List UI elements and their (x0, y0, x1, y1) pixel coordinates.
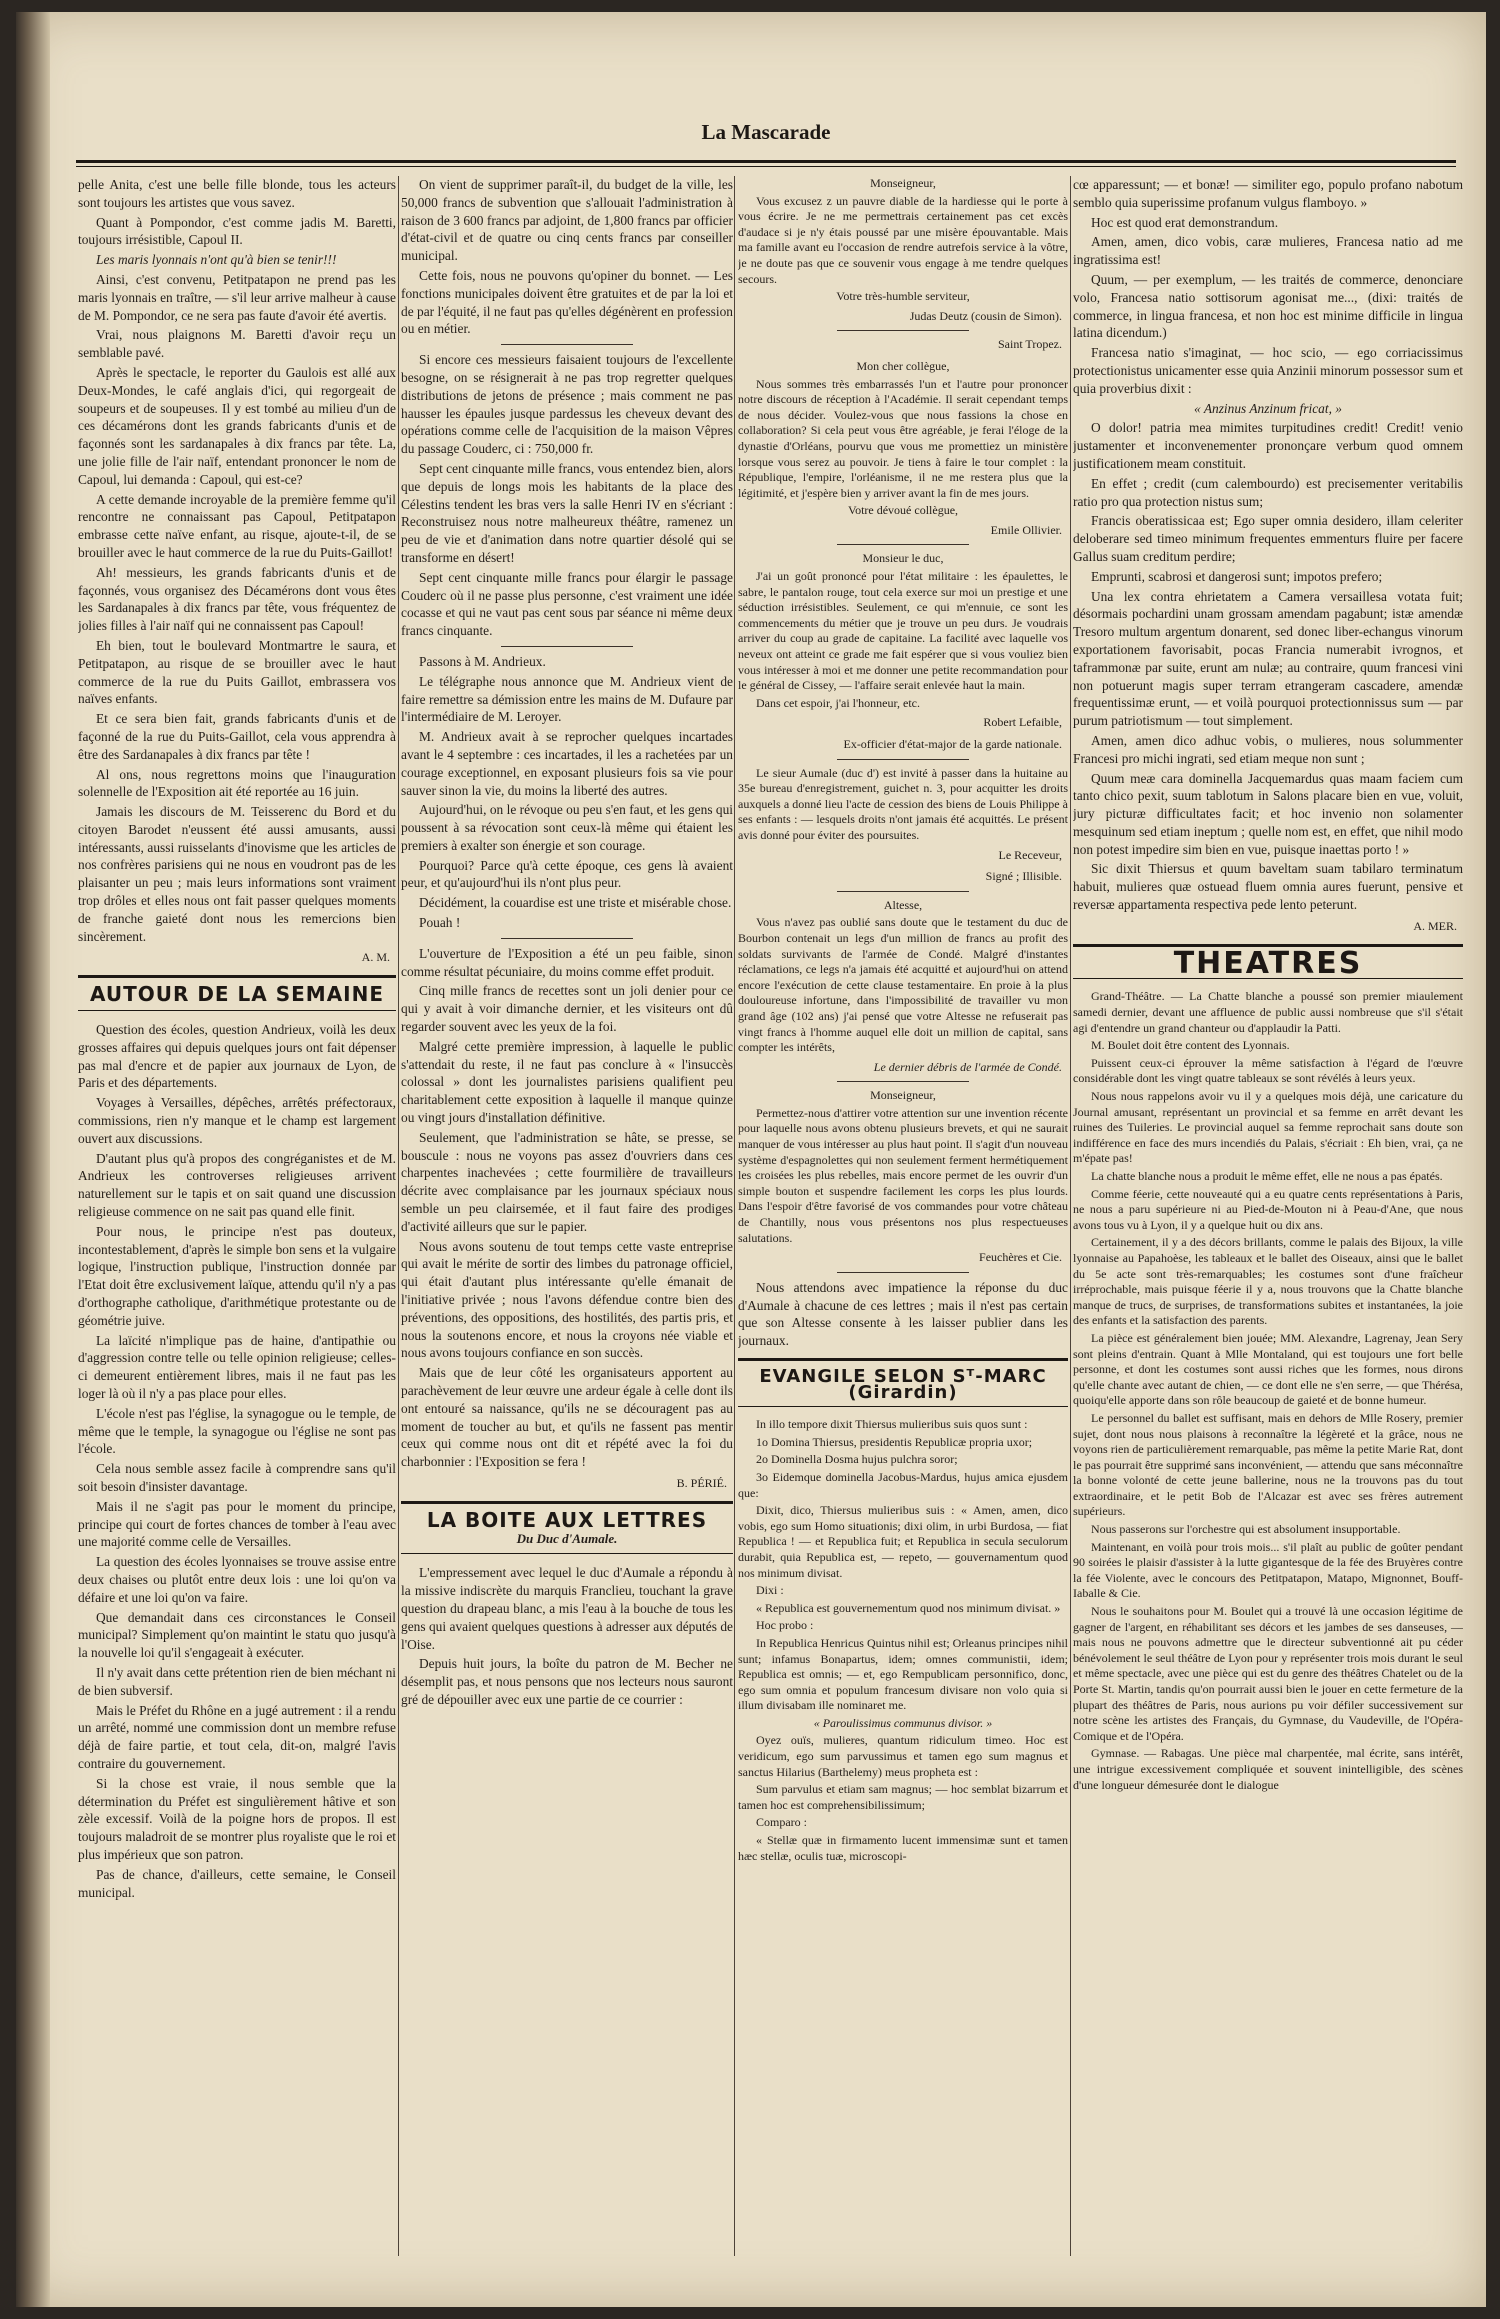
paragraph: La chatte blanche nous a produit le même effet, elle ne nous a pas épatés. (1091, 1169, 1443, 1183)
paragraph: Après le spectacle, le reporter du Gaulois est allé aux Deux-Mondes, le café anglais d'ici, qui regorgeait de soupeurs et de soupeuses. Il y est tombé au milieu d'un de ces décamérons dont les grands fabricants d'unis et de façonnés sont les sardanapales à dix francs par tête. La, une jolie fille de l'air naïf, entendant prononcer le nom de Capoul, lui demanda : Capoul, qui est-ce? (78, 364, 396, 487)
paragraph: Pas de chance, d'ailleurs, cette semaine, le Conseil municipal. (78, 1866, 396, 1900)
paragraph: Al ons, nous regrettons moins que l'inauguration solennelle de l'Exposition ait été reportée au 16 juin. (78, 766, 396, 800)
paragraph: Le télégraphe nous annonce que M. Andrieux vient de faire remettre sa démission entre les mains de M. Dufaure par l'intermédiaire de M. Leroyer. (401, 673, 733, 725)
paragraph: Jamais les discours de M. Teisserenc du Bord et du citoyen Barodet n'eussent été aussi amusants, aussi intéressants, aussi ruisselants d'inovisme que les articles de nos confrères parisiens qui ne nous en voudront pas de les plaisanter un peu ; mais leurs informations sont vraiment trop drôles et elles nous ont fait passer quelques moments de franche gaieté dont nous les remercions bien sincèrement. (78, 804, 396, 944)
section-header (1073, 944, 1463, 980)
paragraph: In illo tempore dixit Thiersus mulieribus suis quos sunt : (756, 1417, 1028, 1432)
paragraph: Et ce sera bien fait, grands fabricants d'unis et de façonné de la rue du Puits-Gaillot, cela vous apprendra à être des Sardanapales à dix francs par tête ! (78, 711, 396, 762)
paragraph: A cette demande incroyable de la première femme qu'il rencontre ne connaissant pas Capoul, Petitpatapon embrasse cette naïve enfant, au risque, ajoute-t-il, de se brouiller avec le haut commerce de la rue du Puits-Gaillot! (78, 491, 396, 560)
paragraph: 1o Domina Thiersus, presidentis Republicæ propria uxor; (756, 1434, 1033, 1449)
paragraph: Quum, — per exemplum, — les traités de commerce, denonciare volo, Francesa natio sottisorum agonisat me..., (dixi: traités de commerce, in lingua francesa, et non hoc est minime difficile in lingua latina dicendum.) (1073, 271, 1463, 341)
paragraph: Amen, amen, dico vobis, caræ mulieres, Francesa natio ad me ingratissima est! (1073, 234, 1463, 268)
paragraph: « Paroulissimus communus divisor. » (813, 1715, 993, 1730)
paragraph: Gymnase. — Rabagas. Une pièce mal charpentée, mal écrite, sans intérêt, une intrigue excessivement compliquée et souvent inintelligible, des scènes d'une longueur démesurée dont le dialogue (1073, 1746, 1463, 1792)
paragraph: Depuis huit jours, la boîte du patron de M. Becher ne désemplit pas, et nous pensons que nos lecteurs nous sauront gré de dépouiller avec eux une partie de ce courrier : (401, 1656, 733, 1707)
theatre-review (1073, 989, 1463, 1793)
section-headline: LA BOITE AUX LETTRES (426, 1507, 708, 1532)
paragraph: In Republica Henricus Quintus nihil est; Orleanus principes nihil sunt; infamus Bonapartus, idem; omnes communistii, idem; Republica est omnis; — et, ego Rempublicam personnifico, donc, ego sum omnia et populum francesum divisare non volo quia si illum divisabam ille nominaret me. (738, 1635, 1068, 1713)
paragraph: La pièce est généralement bien jouée; MM. Alexandre, Lagrenay, Jean Sery sont pleins d'entrain. Quant à Mlle Montaland, qui est toujours une fort belle personne, et dont les costumes sont aussi riches que les formes, nous dirons qu'elle chante avec autant de chien, — ce dont elle ne s'en serre, — que Thérésa, quoiqu'elle apporte dans son rôle beaucoup de gaieté et de bonne humeur. (1073, 1330, 1463, 1408)
paragraph: 2o Dominella Dosma hujus pulchra soror; (756, 1452, 958, 1467)
letter-body: Nous sommes très embarrassés l'un et l'autre pour prononcer notre discours de réception à l'Académie. Il serait cependant temps de nous décider. Voulez-vous que nous fassions la chose en collaboration? Si cela peut vous être agréable, je ferai l'éloge de la dynastie d'Orléans, pourvu que vous me promettiez un ministère lorsque vous serez au pouvoir. Je tiens à faire le tour complet : la République, l'empire, l'orléanisme, il ne me restera plus que la légitimité, et j'espère bien y arriver avant la fin de mes jours. (738, 376, 1068, 500)
paragraph: Cette fois, nous ne pouvons qu'opiner du bonnet. — Les fonctions municipales doivent être gratuites et de par la loi et de par l'équité, il ne faut pas qu'elles dégénèrent en profession ou en métier. (401, 267, 733, 337)
paragraph: Quum meæ cara dominella Jacquemardus quas maam faciem cum tanto chico pexit, suum tablotum in Salons placare bien en vue, voluit, jury picturæ difficultates facit; et hoc invenio non solamenter mesquinum sed etiam ineptum ; quelle nom est, en effet, que nihil modo non potest impedire sim bien en vue, puisque inaettas porto ! » (1073, 770, 1463, 857)
paragraph: Nous avons soutenu de tout temps cette vaste entreprise qui avait le mérite de sortir des limbes du patronage officiel, qui était d'autant plus intéressante qu'elle émanait de l'initiative privée ; nous l'avons défendue contre bien des préventions, des oppositions, des hostilités, des partis pris, et nous la soutenons encore, et nous la croyons née viable et nous avons toujours confiance en son succès. (401, 1238, 733, 1361)
newspaper-page (16, 12, 1486, 2307)
section-headline: EVANGILE SELON Sᵀ-MARC (Girardin) (759, 1366, 1047, 1403)
column-4 (1073, 176, 1463, 2256)
paragraph: Hoc probo : (756, 1618, 814, 1633)
paragraph: Pour nous, le principe n'est pas douteux, incontestablement, d'après le simple bon sens et la vulgaire logique, l'instruction publique, l'instruction donnée par l'Etat doit être exclusivement laïque, attendu qu'il n'y a pas d'orthographe catholique, d'arithmétique protestante ou de géométrie juive. (78, 1223, 396, 1328)
paragraph: M. Boulet doit être content des Lyonnais. (1091, 1038, 1290, 1053)
paragraph: Emprunti, scabrosi et dangerosi sunt; impotos prefero; (1091, 568, 1383, 584)
paragraph: Le personnel du ballet est suffisant, mais en dehors de Mlle Rosery, premier sujet, dont nous nous plaisons à reconnaître la légèreté et la grâce, nous ne voyons rien de particulièrement remarquable, pas même la petite Marie Rat, dont le pas pourrait être supprimé sans inconvénient, — attendu que sans méconnaître la bonne volonté de cette jeune ballerine, nous ne la trouvons pas du tout extraordinaire, et le petit Bob de l'Alcazar est avec ses frères autrement supérieurs. (1073, 1410, 1463, 1519)
paragraph: Mais il ne s'agit pas pour le moment du principe, principe qui court de fortes chances de tomber à l'eau avec une majorité comme celle de Versailles. (78, 1498, 396, 1550)
paragraph: O dolor! patria mea mimites turpitudines credit! Credit! venio justamenter et inconvenementer prononçare verbum quod omnem justificationem meam constituit. (1073, 420, 1463, 471)
column-3 (738, 176, 1068, 2256)
separator (837, 891, 969, 892)
letter-salutation: Mon cher collègue, (856, 358, 950, 373)
section-header (738, 1358, 1068, 1407)
header-rule-thin (76, 166, 1456, 167)
paragraph: Malgré cette première impression, à laquelle le public s'attendait du reste, il ne faut pas conclure à « l'insuccès colossal » dont les journalistes parisiens qualifient peu charitablement cette exposition à laquelle il manque quinze ou vingt jours d'installation définitive. (401, 1038, 733, 1126)
paragraph: Mais le Préfet du Rhône en a jugé autrement : il a rendu un arrêté, nommé une commission dont un membre refuse déjà de faire partie, et tout cela, dit-on, malgré l'avis contraire du gouvernement. (78, 1702, 396, 1771)
column-2 (401, 176, 733, 2256)
paragraph: Seulement, que l'administration se hâte, se presse, se bouscule : nous ne voyons pas assez d'ouvriers dans ces charpentes inachevées ; cette fourmilière de travailleurs décrite avec complaisance par les journaux spéciaux nous semble un peu clairsemée, et il faut faire des prodiges d'activité ailleurs que sur le papier. (401, 1129, 733, 1234)
paragraph: La laïcité n'implique pas de haine, d'antipathie ou d'aggression contre telle ou telle opinion religieuse; celles-ci demeurent entièrement libres, mais il ne faut pas les loger là où il n'y a pas place pour elles. (78, 1332, 396, 1401)
paragraph: Puissent ceux-ci éprouver la même satisfaction à l'égard de l'œuvre considérable dont les vingt quatre tableaux se sont révélés à leurs yeux. (1073, 1055, 1463, 1086)
section-headline: AUTOUR DE LA SEMAINE (89, 982, 385, 1007)
paragraph: Comme féerie, cette nouveauté qui a eu quatre cents représentations à Paris, ne nous a paru supérieure ni au Pied-de-Mouton ni à Peau-d'Ane, que nous avons tous vu à Lyon, il y a quelque huit ou dix ans. (1073, 1186, 1463, 1232)
paragraph: Ah! messieurs, les grands fabricants d'unis et de façonnés, vous organisez des Décamérons dont vous êtes les Sardanapales à dix francs par tête, vous fréquentez de jolies filles à l'air naïf qui ne connaissent pas Capoul! (78, 564, 396, 634)
paragraph: Sic dixit Thiersus et quum baveltam suam tabilaro terminatum habuit, mulieres quæ ostuead fluem omnia aures fuerunt, pensive et reversæ appartamenta respectiva pede lento peterunt. (1073, 861, 1463, 913)
paragraph: Comparo : (756, 1815, 807, 1830)
paragraph: Certainement, il y a des décors brillants, comme le palais des Bijoux, la ville lyonnaise au Papahoèse, les tableaux et le ballet des Oiseaux, ainsi que le ballet du 5e acte sont très-remarquables; les costumes sont d'une fraîcheur irréprochable, mais puisque féerie il y a, nous trouvons que la Chatte blanche manque de trucs, de surprises, de transformations subites et instantanées, la joie des enfants et la satisfaction des parents. (1073, 1235, 1463, 1328)
section-headline: THEATRES (1173, 945, 1363, 981)
paragraph: « Republica est gouvernementum quod nos minimum divisat. » (756, 1600, 1061, 1615)
paragraph: Il n'y avait dans cette prétention rien de bien méchant ni de bien subversif. (78, 1664, 396, 1698)
paragraph: Sum parvulus et etiam sam magnus; — hoc semblat bizarrum et tamen hoc est comprehensibilissimum; (738, 1782, 1068, 1812)
paragraph: Oyez ouïs, mulieres, quantum ridiculum timeo. Hoc est veridicum, ego sum parvussimus et tamen ego sum magnus et sanctus Hilarius (Barthelemy) meus propheta est : (738, 1733, 1068, 1779)
letter-body: J'ai un goût prononcé pour l'état militaire : les épaulettes, le sabre, le pantalon rouge, tout cela exerce sur moi un prestige et une séduction irrésistibles. Seulement, ce qui m'ennuie, ce sont les commencements du métier que je trouve un peu durs. Je voudrais arriver du coup au grade de capitaine. La facilité avec laquelle vos neveux ont atteint ce grade me fait espérer que si vous vouliez bien vous intéresser à moi et me donner une petite recommandation pour le général de Cissey, — l'affaire serait enlevée haut la main. (738, 569, 1068, 693)
separator (501, 938, 634, 939)
paragraph: L'empressement avec lequel le duc d'Aumale a répondu à la missive indiscrète du marquis Franclieu, touchant la grave question du drapeau blanc, a mis l'eau à la bouche de tous les gens qui avaient quelques questions à adresser aux députés de l'Oise. (401, 1565, 733, 1652)
paragraph: Vrai, nous plaignons M. Baretti d'avoir reçu un semblable pavé. (78, 327, 396, 361)
paragraph: Ainsi, c'est convenu, Petitpatapon ne prend pas les maris lyonnais en traître, — s'il leur arrive malheur à cause de M. Pompondor, ce ne sera pas faute d'avoir été avertis. (78, 271, 396, 323)
paragraph: Si encore ces messieurs faisaient toujours de l'excellente besogne, on se résignerait à ne pas trop regretter quelques distributions de jetons de présence ; mais comment ne pas hausser les épaules jusque pardessus les cheveux devant des opérations comme celle de l'acquisition de la maison Vêpres du passage Couderc, ci : 750,000 fr. (401, 352, 733, 457)
paragraph: Nous nous rappelons avoir vu il y a quelques mois déjà, une caricature du Journal amusant, représentant un provincial et sa femme en arrêt devant les ruines des Tuileries. Le provincial auquel sa femme reprochait sans doute son indifférence en face des murs incendiés du Palais, s'écriait : Eh bien, vrai, ça ne m'épate pas! (1073, 1089, 1463, 1166)
paragraph: Cinq mille francs de recettes sont un joli denier pour ce qui y avait à voir dimanche dernier, et les visiteurs ont dû regarder souvent avec les yeux de la foi. (401, 983, 733, 1035)
paragraph: Hoc est quod erat demonstrandum. (1091, 214, 1279, 230)
paragraph: « Stellæ quæ in firmamento lucent immensimæ sunt et tamen hæc stellæ, oculis tuæ, microscopi- (738, 1833, 1068, 1863)
paragraph: Que demandait dans ces circonstances le Conseil municipal? Simplement qu'on maintint le statu quo jusqu'à la nouvelle loi qu'il s'engageait à exécuter. (78, 1609, 396, 1661)
letter-closing: Votre dévoué collègue, (847, 503, 959, 518)
letter-salutation: Monseigneur, (870, 1088, 936, 1103)
header-rule (76, 160, 1456, 163)
separator (501, 646, 634, 647)
letter-signature: Feuchères et Cie. (979, 1250, 1062, 1265)
paragraph: Mais que de leur côté les organisateurs apportent au parachèvement de leur œuvre une ardeur égale à celle dont ils ont entouré sa naissance, qu'ils ne se découragent pas au moment de toucher au but, et qu'ils ne fassent pas mentir ceux qui comme nous ont dit et répété avec la foi du charbonnier : l'Exposition se fera ! (401, 1365, 733, 1470)
paragraph: La question des écoles lyonnaises se trouve assise entre deux chaises ou plutôt entre deux lois : une loi qu'on va défaire et une loi qu'on va faire. (78, 1554, 396, 1605)
paragraph: Pouah ! (419, 915, 461, 931)
letter-closing: Dans cet espoir, j'ai l'honneur, etc. (756, 695, 920, 710)
letter-signature: Le dernier débris de l'armée de Condé. (873, 1059, 1062, 1074)
column-divider (398, 176, 399, 2256)
letter-signature: Emile Ollivier. (990, 522, 1062, 537)
paragraph: Cela nous semble assez facile à comprendre sans qu'il soit besoin d'insister davantage. (78, 1461, 396, 1494)
paragraph: Francesa natio s'imaginat, — hoc scio, — ego corriacissimus protectionistus unicamenter esse quia Anzinii minorum possessor sum et quia proverbius dixit : (1073, 345, 1463, 396)
separator (501, 344, 634, 345)
paragraph: Amen, amen dico adhuc vobis, o mulieres, nous solummenter Francesi pro michi ingrati, sed etiam meque non sunt ; (1073, 732, 1463, 766)
paragraph: L'ouverture de l'Exposition a été un peu faible, sinon comme résultat pécuniaire, du moins comme effet produit. (401, 945, 733, 979)
separator (837, 1272, 969, 1273)
paragraph: Una lex contra ehrietatem a Camera versaillesa votata fuit; désormais pochardini unam grossam amendam pagabunt; istæ amendæ Tresoro multum argentum donarent, sed donec liber-echangus vinorum exportationem favorisabit, pocas Francia numerabit ivrognos, et taframmonæ par suite, erunt am nulæ; au contraire, quum francesi vini non potuerunt magis super terram etrangeram cascadere, amendæ frequentissimæ erunt, — et voilà pourquoi protectionnissus sum — par purum patriotismum — tout simplement. (1073, 588, 1463, 729)
letter-body: Vous n'avez pas oublié sans doute que le testament du duc de Bourbon contenait un legs d'un million de francs au profit des soldats survivants de l'armée de Condé. Malgré d'instantes réclamations, ce legs n'a jamais été acquitté et aujourd'hui on attend encore l'exécution de cette clause testamentaire. En proie à la plus douloureuse infortune, dans l'impossibilité de travailler vu mon grand âge (102 ans) j'ai pensé que votre Altesse ne refuserait pas vingt francs à l'homme auquel elle doit un million de capital, sans compter les intérêts, (738, 915, 1068, 1055)
paragraph: Pourquoi? Parce qu'à cette époque, ces gens là avaient peur, et qu'aujourd'hui ils n'ont plus peur. (401, 857, 733, 891)
paragraph: Les maris lyonnais n'ont qu'à bien se tenir!!! (96, 252, 337, 268)
letter-salutation: Monsieur le duc, (862, 551, 944, 566)
paragraph: Maintenant, en voilà pour trois mois... s'il plaît au public de goûter pendant 90 soirées le plaisir d'assister à la lutte gigantesque de la fée des Bruyères contre la fée Violente, avec le concours des Petitpatapon, Matapo, Mignonnet, Bouff-Iaballe & Cie. (1073, 1539, 1463, 1601)
section-subheadline: Du Duc d'Aumale. (516, 1530, 618, 1546)
letter-body: Permettez-nous d'attirer votre attention sur une invention récente pour laquelle nous avons obtenu plusieurs brevets, et qui ne saurait manquer de vous intéresser au plus haut point. Il s'agit d'un nouveau système d'espagnolettes qui non seulement ferment hermétiquement les croisées les plus rebelles, mais encore permet de les ouvrir d'un simple bouton et suspendre facilement les corps les plus lourds. Dans l'espoir d'être favorisé de vos commandes pour votre château de Chantilly, nous vous présentons nos plus respectueuses salutations. (738, 1105, 1068, 1245)
page-binding (16, 12, 50, 2307)
letter-body: Vous excusez z un pauvre diable de la hardiesse qui le porte à vous écrire. Je ne me permettrais certainement pas cet excès d'audace si je n'y étais poussé par une misère épouvantable. Mais ma famille avant eu l'occasion de rendre autrefois service à la vôtre, je ne doute pas que ce souvenir vous engage à me tendre quelques secours. (738, 193, 1068, 286)
column-divider (1070, 176, 1071, 2256)
paragraph: Aujourd'hui, on le révoque ou peu s'en faut, et les gens qui poussent à sa révocation sont ceux-là même qui étaient les premiers à exalter son énergie et son courage. (401, 802, 733, 853)
letter-body: Le sieur Aumale (duc d') est invité à passer dans la huitaine au 35e bureau d'enregistrement, guichet n. 3, pour acquitter les droits auxquels a donné lieu l'acte de cession des biens de Louis Philippe à ses enfants : — lesquels droits n'ont jamais été acquittés. Le présent avis donné pour éviter des poursuites. (738, 765, 1068, 842)
section-header (401, 1501, 733, 1555)
letter-signature-title: Signé ; Illisible. (985, 869, 1062, 884)
paragraph: Passons à M. Andrieux. (419, 653, 546, 669)
signature: B. PÉRIÉ. (676, 1475, 727, 1490)
paragraph: Dixi : (756, 1583, 784, 1598)
separator (837, 759, 969, 760)
paragraph: On vient de supprimer paraît-il, du budget de la ville, les 50,000 francs de subvention que s'allouait l'administration à raison de 3 600 francs par adjoint, de 1,800 francs par officier d'état-civil et de quatre ou cinq cents francs par conseiller municipal. (401, 177, 733, 264)
letter-signature-title: Ex-officier d'état-major de la garde nationale. (843, 737, 1062, 751)
paragraph: Nous passerons sur l'orchestre qui est absolument insupportable. (1091, 1522, 1401, 1537)
letter-salutation: Altesse, (883, 897, 923, 912)
paragraph: Si la chose est vraie, il nous semble que la détermination du Préfet est singulièrement hâtive et son zèle excessif. Voilà de la poigne hors de propos. Il est toujours maladroit de se montrer plus royaliste que le roi et plus impérieux que son patron. (78, 1775, 396, 1862)
paragraph: L'école n'est pas l'église, la synagogue ou le temple, de même que le temple, la synagogue ou l'église ne sont pas l'école. (78, 1405, 396, 1457)
paragraph: En effet ; credit (cum calembourdo) est precisementer veritabilis ratio pro qua protection nistus sum; (1073, 475, 1463, 509)
letter-signature: Robert Lefaible, (983, 715, 1062, 730)
letter-signature: Le Receveur, (998, 847, 1062, 862)
letter-salutation: Monseigneur, (870, 176, 936, 190)
paragraph: D'autant plus qu'à propos des congréganistes et de M. Andrieux les controverses religieuses arrivent naturellement sur le tapis et on sait quand une discussion religieuse commence on ne sait pas quand elle finit. (78, 1150, 396, 1220)
signature: A. MER. (1413, 918, 1457, 933)
paragraph: Dixit, dico, Thiersus mulieribus suis : « Amen, amen, dico vobis, ego sum Homo situationis; dixi olim, in urbi Burdosa, — fiat Republica ! — et Republica fuit; et Republica in secula seculorum durabit, quia Republica est, — repeto, — gouvernamentum quod nos minimum divisat. (738, 1503, 1068, 1580)
paragraph: Décidément, la couardise est une triste et misérable chose. (419, 895, 732, 911)
paragraph: Sept cent cinquante mille francs, vous entendez bien, alors que depuis de longs mois les habitants de la place des Célestins tendent les bras vers la salle Henri IV en s'écriant : Reconstruisez nous notre malheureux théâtre, ramenez un peu de vie et d'animation dans notre quartier désolé qui se transforme en désert! (401, 460, 733, 565)
paragraph: cœ apparessunt; — et bonæ! — similiter ego, populo profano nabotum semblo quia superissime profanum vulgus flamboyo. » (1073, 177, 1463, 210)
section-header (78, 975, 396, 1011)
paragraph: Grand-Théâtre. — La Chatte blanche a poussé son premier miaulement samedi dernier, devant une affluence de public aussi nombreuse que s'il s'était agi d'entendre un grand chanteur ou d'applaudir la Patti. (1073, 989, 1463, 1035)
separator (837, 330, 969, 331)
letter-closing: Votre très-humble serviteur, (836, 289, 970, 304)
paragraph: 3o Eidemque dominella Jacobus-Mardus, hujus amica ejusdem que: (738, 1469, 1068, 1500)
paragraph: pelle Anita, c'est une belle fille blonde, tous les acteurs sont toujours les artistes que vous savez. (78, 177, 396, 210)
column-1 (78, 176, 396, 2256)
letter-place: Saint Tropez. (997, 337, 1062, 352)
column-divider (734, 176, 735, 2256)
separator (837, 1081, 969, 1082)
paragraph: M. Andrieux avait à se reprocher quelques incartades avant le 4 septembre : ces incartades, il les a rachetées par un courage exceptionnel, en exposant plusieurs fois sa vie pour sauver sinon la vie, du moins la liberté des autres. (401, 729, 733, 798)
paragraph: Voyages à Versailles, dépêches, arrêtés préfectoraux, commissions, rien n'y manque et le champ est largement ouvert aux discussions. (78, 1095, 396, 1146)
paragraph: Nous le souhaitons pour M. Boulet qui a trouvé là une occasion légitime de gagner de l'argent, en réhabilitant ses décors et les jambes de ses danseuses, — mais nous ne pouvons admettre que le directeur subventionné ait pu céder bénévolement le seul théâtre de Lyon pour y représenter trois mois durant le seul et même spectacle, avec une pièce qui est du genre des théâtres Chatelet ou de la Porte St. Martin, tandis qu'on pourrait aussi bien le jouer en cette fermeture de la plupart des théâtres de Paris, nous aurions pu voir défiler successivement sur notre scène les artistes des Français, du Gymnase, du Vaudeville, de l'Opéra-Comique et de l'Opéra. (1073, 1604, 1463, 1743)
separator (837, 544, 969, 545)
letter-signature: Judas Deutz (cousin de Simon). (909, 308, 1062, 323)
paragraph: Quant à Pompondor, c'est comme jadis M. Baretti, toujours irrésistible, Capoul II. (78, 214, 396, 248)
signature: A. M. (361, 950, 390, 965)
paragraph: Question des écoles, question Andrieux, voilà les deux grosses affaires qui depuis quelques jours ont fait dépenser pas mal d'encre et de papier aux journaux de Lyon, de Paris et des départements. (78, 1022, 396, 1091)
paragraph: Sept cent cinquante mille francs pour élargir le passage Couderc où il ne passe plus personne, c'est vraiment une idée cocasse et qui ne vaut pas cent sous par séance ni même deux francs cinquante. (401, 569, 733, 639)
paragraph: Nous attendons avec impatience la réponse du duc d'Aumale à chacune de ces lettres ; mais il n'est pas certain que son Altesse consente à les laisser publier dans les journaux. (738, 1279, 1068, 1349)
paragraph: Francis oberatissicaa est; Ego super omnia desidero, illam celeriter deloberare sed timeo minimum frequentes emmenturs fluire per facere Gallus suam creditum perdire; (1073, 513, 1463, 564)
paragraph: « Anzinus Anzinum fricat, » (1194, 400, 1342, 416)
masthead-title: La Mascarade (701, 120, 831, 144)
paragraph: Eh bien, tout le boulevard Montmartre le saura, et Petitpatapon, au risque de se brouiller avec le haut commerce de la rue du Puits Gaillot, embrassera vos naïves enfants. (78, 637, 396, 707)
